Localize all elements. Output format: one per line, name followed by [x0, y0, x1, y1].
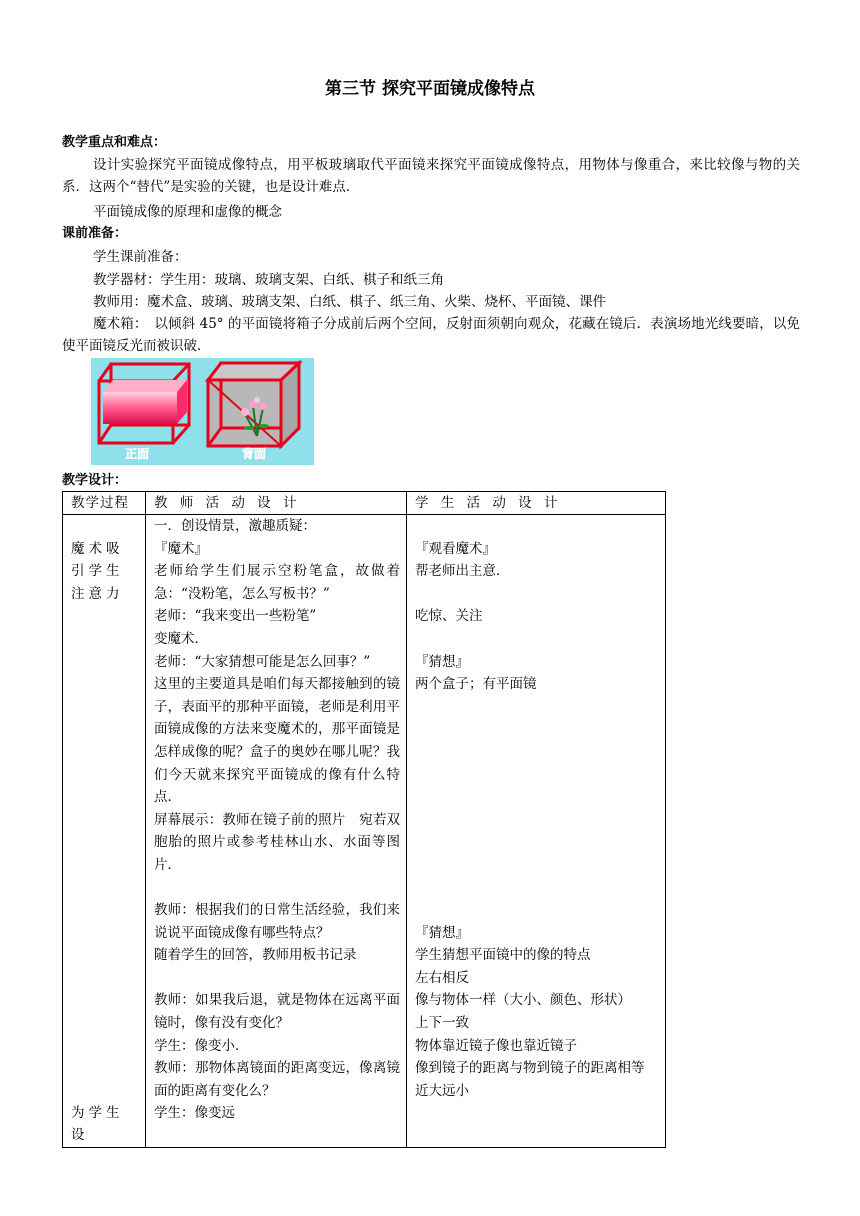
student-line: 两个盒子；有平面镜	[415, 676, 537, 693]
table-header-row	[63, 492, 666, 515]
student-line: 『猜想』	[415, 653, 469, 670]
front-label: 正面	[124, 447, 150, 461]
process-label-1: 魔术吸引学生注意力	[71, 540, 124, 602]
table-row	[63, 515, 666, 1148]
teacher-line: 这里的主要道具是咱们每天都接触到的镜子，表面平的那种平面镜，老师是利用平面镜成像的方法来变魔术的，那平面镜是怎样成像的呢？盒子的奥妙在哪儿呢？我们今天就来探究平面镜成的像有什么特点．	[154, 676, 400, 806]
teacher-line: 随着学生的回答，教师用板书记录	[154, 947, 357, 964]
magic-box-figure	[91, 358, 314, 465]
student-line: 左右相反	[415, 969, 469, 986]
header-student: 学 生 活 动 设 计	[407, 492, 666, 515]
teacher-line: 屏幕展示：教师在镜子前的照片 宛若双胞胎的照片或参考桂林山水、水面等图片．	[154, 811, 400, 873]
student-line: 物体靠近镜子像也靠近镜子	[415, 1037, 577, 1054]
prep-line-2: 教学器材：学生用：玻璃、玻璃支架、白纸、棋子和纸三角	[93, 272, 444, 288]
teacher-line: 老师：“大家猜想可能是怎么回事？”	[154, 653, 371, 670]
student-line: 吃惊、关注	[415, 608, 483, 625]
teacher-line: 老师：“我来变出一些粉笔”	[154, 608, 317, 625]
teacher-activity-cell	[146, 515, 407, 1148]
process-label-2: 为学生设	[71, 1104, 124, 1144]
front-box-icon	[99, 364, 189, 443]
student-line: 帮老师出主意．	[415, 563, 510, 580]
focus-heading: 教学重点和难点：	[62, 135, 167, 150]
teacher-line: 教师：如果我后退，就是物体在远离平面镜时，像有没有变化？	[154, 992, 400, 1032]
student-line: 学生猜想平面镜中的像的特点	[415, 947, 591, 964]
teacher-line: 变魔术．	[154, 630, 208, 647]
teacher-line: 学生：像变小．	[154, 1037, 249, 1054]
teacher-line: 老师给学生们展示空粉笔盒，故做着急：“没粉笔，怎么写板书？”	[154, 563, 400, 602]
student-activity-cell	[407, 515, 666, 1148]
student-line: 『猜想』	[415, 924, 469, 941]
teaching-design-table	[62, 491, 666, 1148]
student-line: 『观看魔术』	[415, 540, 496, 557]
prep-line-1: 学生课前准备：	[93, 249, 188, 265]
process-cell	[63, 515, 146, 1148]
teacher-line: 教师：那物体离镜面的距离变远，像离镜面的距离有变化么？	[154, 1060, 400, 1099]
design-heading: 教学设计：	[62, 473, 128, 488]
page-title: 第三节 探究平面镜成像特点	[325, 79, 535, 99]
prep-line-4: 魔术箱： 以倾斜 45° 的平面镜将箱子分成前后两个空间，反射面须朝向观众，花藏在镜后．表演场地光线要暗，以免使平面镜反光而被识破．	[62, 316, 800, 354]
focus-paragraph-1: 设计实验探究平面镜成像特点，用平板玻璃取代平面镜来探究平面镜成像特点，用物体与像重合，来比较像与物的关系．这两个“替代”是实验的关键，也是设计难点．	[62, 157, 800, 195]
teacher-line: 教师：根据我们的日常生活经验，我们来说说平面镜成像有哪些特点？	[154, 902, 400, 941]
back-label: 背面	[241, 447, 267, 461]
teacher-line: 一．创设情景，激趣质疑：	[154, 518, 316, 534]
back-box-icon	[208, 363, 299, 446]
header-teacher: 教 师 活 动 设 计	[146, 492, 407, 515]
student-line: 近大远小	[415, 1082, 469, 1099]
prep-line-3: 教师用：魔术盒、玻璃、玻璃支架、白纸、棋子、纸三角、火柴、烧杯、平面镜、课件	[93, 294, 606, 310]
prep-heading: 课前准备：	[62, 226, 128, 241]
student-line: 像到镜子的距离与物到镜子的距离相等	[415, 1060, 645, 1077]
teacher-line: 『魔术』	[154, 540, 208, 557]
magic-box-illustration	[91, 358, 314, 465]
student-line: 像与物体一样（大小、颜色、形状）	[415, 992, 631, 1009]
header-process: 教学过程	[63, 492, 146, 515]
focus-paragraph-2: 平面镜成像的原理和虚像的概念	[93, 204, 282, 220]
student-line: 上下一致	[415, 1015, 469, 1032]
teacher-line: 学生：像变远	[154, 1105, 235, 1122]
